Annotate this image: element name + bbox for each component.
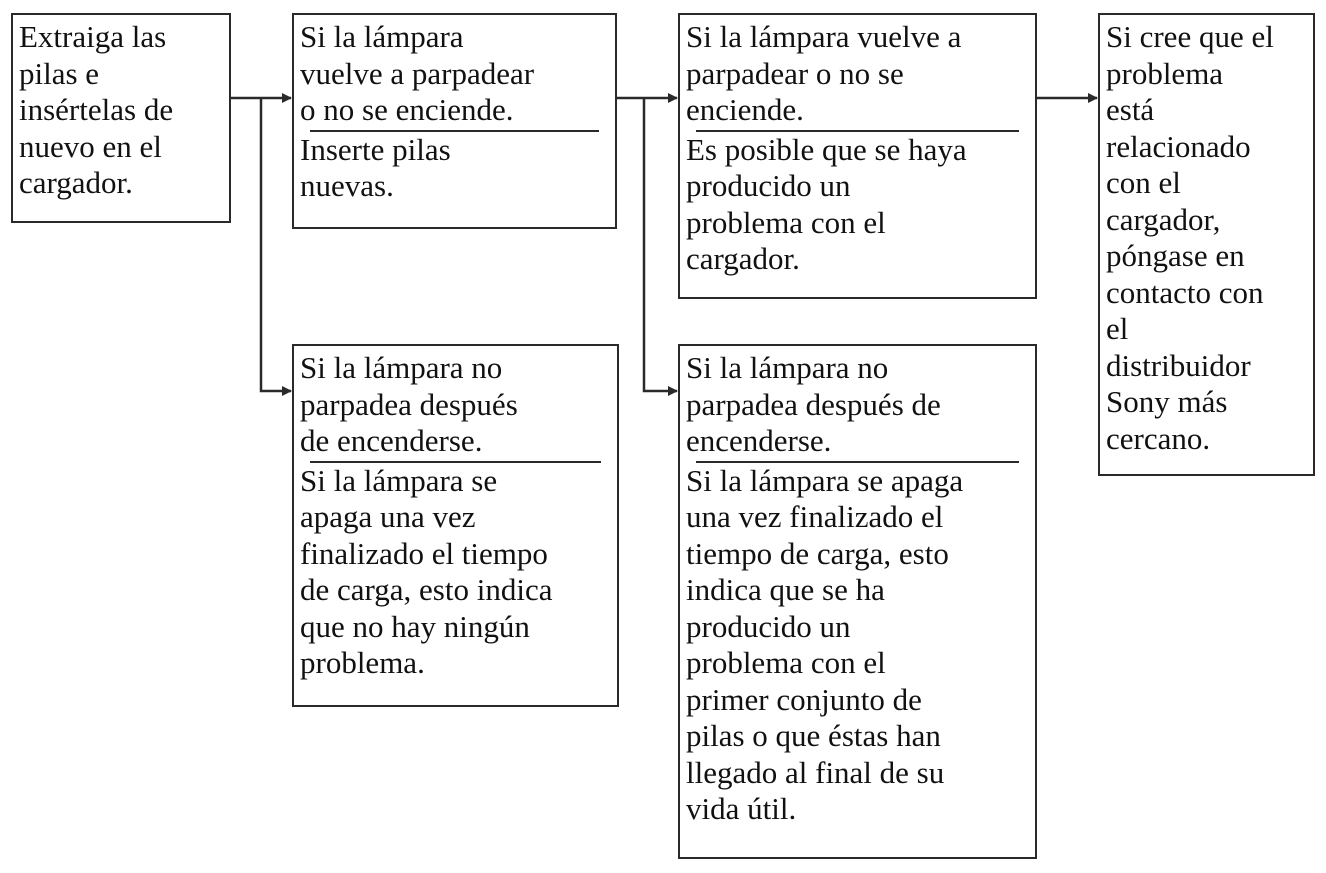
condition-text-line: parpadea después (300, 386, 518, 422)
action-text-line: Inserte pilas (300, 131, 451, 167)
action-text-line: primer conjunto de (686, 681, 922, 717)
node-text-line: distribuidor (1106, 347, 1251, 383)
node-text-line: problema (1106, 55, 1224, 91)
action-text-line: llegado al final de su (686, 754, 945, 790)
action-text-line: producido un (686, 608, 851, 644)
action-text-line: tiempo de carga, esto (686, 535, 949, 571)
node-no-flicker-battery-problem (678, 344, 1037, 859)
action-text-line: de carga, esto indica (300, 572, 553, 607)
condition-text-line: vuelve a parpadear (300, 55, 535, 91)
node-text-line: Extraiga las (19, 19, 167, 54)
node-text-line: está (1106, 92, 1155, 127)
action-text-line: apaga una vez (300, 499, 476, 534)
node-extract-batteries (11, 13, 231, 223)
arrow-step1-to-step2b (261, 98, 291, 391)
condition-text-line: Si la lámpara vuelve a (686, 19, 962, 54)
action-text-line: Es posible que se haya (686, 131, 967, 167)
condition-text-line: o no se enciende. (300, 92, 514, 127)
node-flicker-charger-problem (678, 13, 1037, 299)
action-text-line: vida útil. (686, 791, 797, 826)
condition-text-line: encenderse. (686, 423, 832, 458)
action-text-line: problema. (300, 645, 425, 680)
node-text-line: Si cree que el (1106, 19, 1274, 54)
action-text-line: Si la lámpara se apaga (686, 462, 964, 498)
node-text-line: contacto con (1106, 274, 1264, 310)
node-text-line: con el (1106, 165, 1181, 200)
node-text-line: pilas e (19, 55, 100, 91)
action-text-line: problema con el (686, 645, 886, 680)
condition-text-line: de encenderse. (300, 423, 483, 458)
node-text-line: cargador. (19, 165, 133, 200)
node-text-line: insértelas de (19, 92, 174, 127)
node-no-flicker-no-problem (292, 344, 619, 707)
condition-text-line: enciende. (686, 92, 804, 127)
action-text-line: pilas o que éstas han (686, 718, 941, 753)
condition-text-line: Si la lámpara no (686, 350, 889, 385)
action-text-line: producido un (686, 168, 851, 203)
condition-text-line: Si la lámpara (300, 19, 464, 54)
arrow-step2a-to-step3b (644, 98, 677, 391)
action-text-line: indica que se ha (686, 572, 885, 607)
condition-text-line: parpadea después de (686, 386, 941, 422)
action-text-line: cargador. (686, 241, 800, 276)
action-text-line: una vez finalizado el (686, 499, 944, 534)
action-text-line: problema con el (686, 204, 886, 240)
node-text-line: póngase en (1106, 238, 1245, 273)
node-text-line: relacionado (1106, 128, 1251, 164)
condition-text-line: Si la lámpara no (300, 350, 503, 385)
condition-text-line: parpadear o no se (686, 55, 904, 91)
node-text-line: el (1106, 311, 1129, 346)
node-flicker-insert-new-batteries (292, 13, 617, 229)
node-text-line: cargador, (1106, 201, 1221, 237)
action-text-line: Si la lámpara se (300, 462, 498, 498)
action-text-line: que no hay ningún (300, 608, 530, 644)
action-text-line: nuevas. (300, 168, 394, 203)
node-text-line: nuevo en el (19, 128, 162, 164)
node-text-line: Sony más (1106, 384, 1228, 419)
node-text-line: cercano. (1106, 420, 1211, 456)
action-text-line: finalizado el tiempo (300, 535, 548, 571)
node-contact-sony-dealer (1098, 13, 1315, 476)
